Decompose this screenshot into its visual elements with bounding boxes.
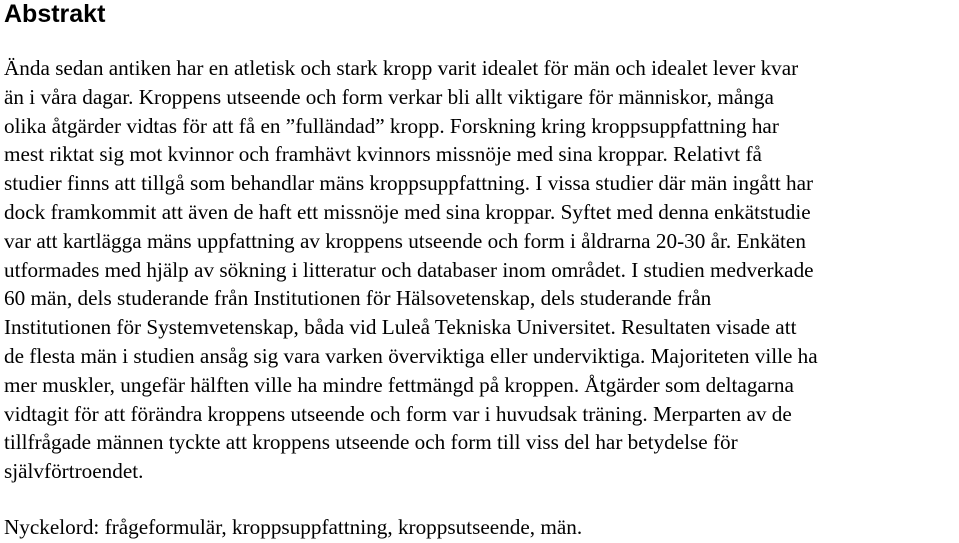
abstract-line: 60 män, dels studerande från Institutionen för Hälsovetenskap, dels studerande från (4, 286, 712, 311)
abstract-line: utformades med hjälp av sökning i litteratur och databaser inom området. I studien medverkade (4, 257, 814, 282)
abstract-paragraph (4, 54, 956, 486)
abstract-line: olika åtgärder vidtas för att få en ”fulländad” kropp. Forskning kring kroppsuppfattning har (4, 113, 779, 138)
abstract-line: dock framkommit att även de haft ett missnöje med sina kroppar. Syftet med denna enkätstudie (4, 199, 811, 224)
abstract-line: Ända sedan antiken har en atletisk och stark kropp varit idealet för män och idealet lever kvar (4, 56, 799, 80)
abstract-heading: Abstrakt (4, 0, 106, 28)
abstract-line: var att kartlägga mäns uppfattning av kroppens utseende och form i åldrarna 20-30 år. Enkäten (4, 228, 806, 253)
abstract-line: de flesta män i studien ansåg sig vara varken överviktiga eller underviktiga. Majoriteten ville ha (4, 343, 818, 368)
keywords-line: Nyckelord: frågeformulär, kroppsuppfattning, kroppsutseende, män. (4, 515, 583, 539)
abstract-line: mer muskler, ungefär hälften ville ha mindre fettmängd på kroppen. Åtgärder som deltagarna (4, 372, 794, 397)
abstract-line: vidtagit för att förändra kroppens utseende och form var i huvudsak träning. Merparten av de (4, 401, 792, 426)
abstract-line: mest riktat sig mot kvinnor och framhävt kvinnors missnöje med sina kroppar. Relativt få (4, 142, 762, 167)
abstract-line: självförtroendet. (4, 459, 144, 484)
abstract-line: Institutionen för Systemvetenskap, båda vid Luleå Tekniska Universitet. Resultaten visade att (4, 315, 797, 340)
abstract-line: tillfrågade männen tyckte att kroppens utseende och form till viss del har betydelse för (4, 430, 738, 455)
abstract-line: studier finns att tillgå som behandlar mäns kroppsuppfattning. I vissa studier där män ingått har (4, 171, 814, 196)
abstract-line: än i våra dagar. Kroppens utseende och form verkar bli allt viktigare för människor, många (4, 84, 774, 109)
